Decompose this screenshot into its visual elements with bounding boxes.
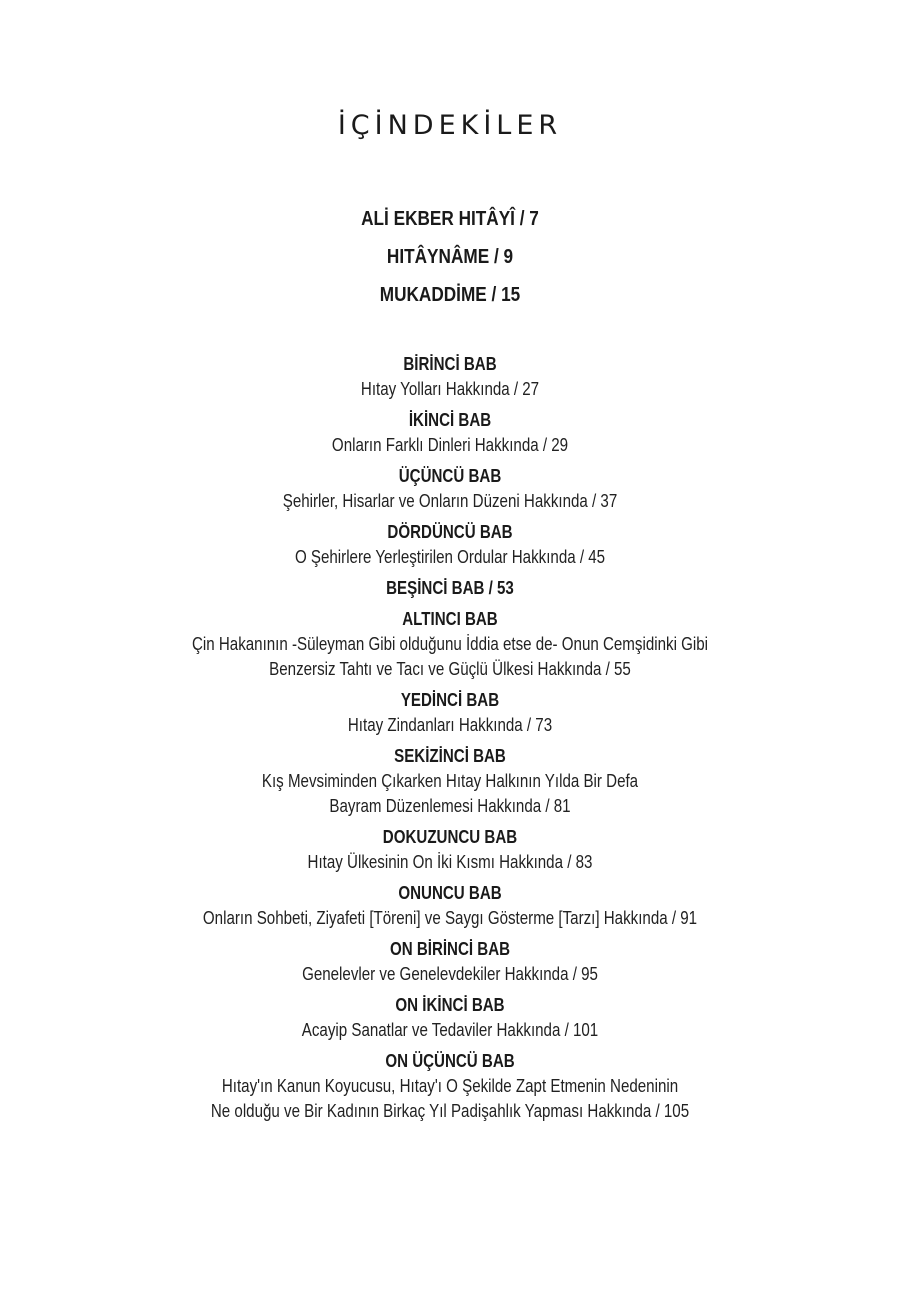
page-title: İÇİNDEKİLER [337, 110, 563, 141]
chapter-entry [0, 744, 900, 819]
chapter-entry [0, 607, 900, 682]
chapter-description: Genelevler ve Genelevdekiler Hakkında / 95 [302, 964, 598, 984]
chapter-heading: DÖRDÜNCÜ BAB [387, 522, 513, 542]
chapter-entry [0, 1049, 900, 1124]
chapter-heading: BİRİNCİ BAB [403, 354, 497, 374]
chapter-heading: ON İKİNCİ BAB [395, 995, 505, 1015]
chapter-description: Hıtay Zindanları Hakkında / 73 [347, 715, 553, 735]
chapter-description: O Şehirlere Yerleştirilen Ordular Hakkında / 45 [294, 547, 606, 567]
chapter-description: Hıtay Yolları Hakkında / 27 [360, 379, 540, 399]
chapter-entry [0, 937, 900, 987]
chapter-entry [0, 881, 900, 931]
chapter-heading: İKİNCİ BAB [408, 410, 492, 430]
chapter-entry [0, 520, 900, 570]
chapter-heading: YEDİNCİ BAB [400, 690, 500, 710]
front-matter-item: MUKADDİME / 15 [379, 284, 521, 306]
chapter-entry [0, 408, 900, 458]
chapter-heading: SEKİZİNCİ BAB [394, 746, 506, 766]
chapter-description: Acayip Sanatlar ve Tedaviler Hakkında / 101 [301, 1020, 599, 1040]
chapter-heading: ALTINCI BAB [402, 609, 498, 629]
chapter-heading: ONUNCU BAB [398, 883, 502, 903]
chapter-heading: ON BİRİNCİ BAB [389, 939, 511, 959]
chapter-description: Onların Farklı Dinleri Hakkında / 29 [331, 435, 569, 455]
front-matter-list [0, 200, 900, 314]
chapter-entry [0, 993, 900, 1043]
chapter-heading: ON ÜÇÜNCÜ BAB [385, 1051, 515, 1071]
chapter-heading: DOKUZUNCU BAB [382, 827, 518, 847]
chapter-entry [0, 576, 900, 601]
chapter-list [0, 352, 900, 1130]
chapter-description: Hıtay'ın Kanun Koyucusu, Hıtay'ı O Şekilde Zapt Etmenin Nedeninin Ne olduğu ve Bir Kadının Birkaç Yıl Padişahlık Yapması Hakkında / 105 [210, 1076, 690, 1121]
chapter-description: Şehirler, Hisarlar ve Onların Düzeni Hakkında / 37 [282, 491, 618, 511]
chapter-heading: ÜÇÜNCÜ BAB [398, 466, 502, 486]
chapter-entry [0, 352, 900, 402]
chapter-entry [0, 688, 900, 738]
front-matter-item: HITÂYNÂME / 9 [386, 246, 514, 268]
chapter-entry [0, 825, 900, 875]
chapter-description: Onların Sohbeti, Ziyafeti [Töreni] ve Saygı Gösterme [Tarzı] Hakkında / 91 [202, 908, 698, 928]
chapter-entry [0, 464, 900, 514]
front-matter-item: ALİ EKBER HITÂYÎ / 7 [361, 208, 539, 230]
chapter-description: Çin Hakanının -Süleyman Gibi olduğunu İddia etse de- Onun Cemşidinki Gibi Benzersiz Tahtı ve Tacı ve Güçlü Ülkesi Hakkında / 55 [191, 634, 709, 679]
chapter-heading: BEŞİNCİ BAB / 53 [386, 578, 514, 598]
chapter-description: Hıtay Ülkesinin On İki Kısmı Hakkında / 83 [307, 852, 593, 872]
chapter-description: Kış Mevsiminden Çıkarken Hıtay Halkının Yılda Bir Defa Bayram Düzenlemesi Hakkında / 81 [261, 771, 639, 816]
